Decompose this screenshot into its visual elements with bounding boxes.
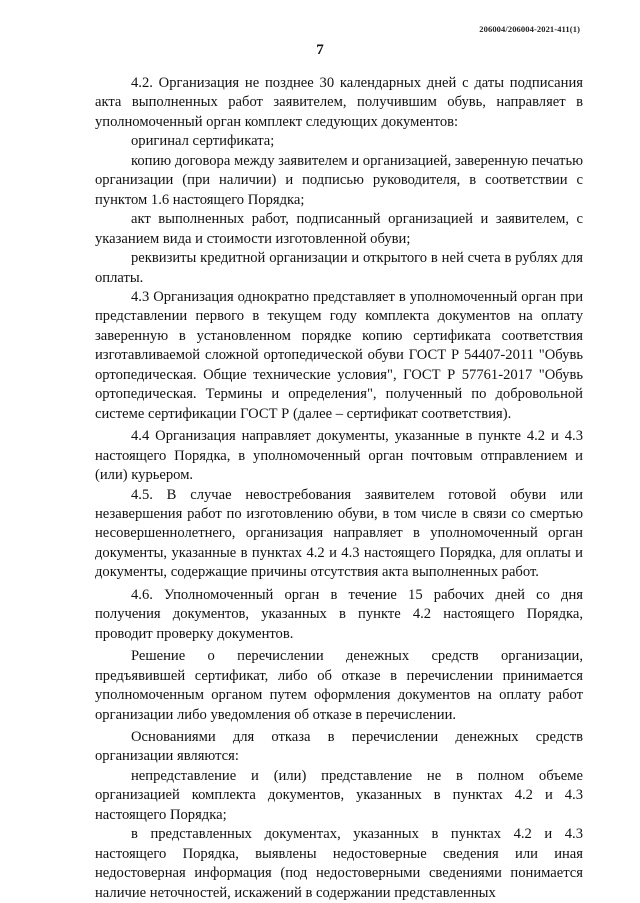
list-item-contract-copy: копию договора между заявителем и организацией, заверенную печатью организации (при наличии) и подписью руководителя, в соответствии с пунктом 1.6 настоящего Порядка; [95, 152, 583, 208]
document-id: 206004/206004-2021-411(1) [479, 24, 580, 34]
list-item-original-certificate: оригинал сертификата; [131, 133, 275, 150]
paragraph-payment-decision: Решение о перечислении денежных средств организации, предъявившей сертификат, либо об отказе в перечислении принимается уполномоченным органом путем оформления документов на оплату работ организации либо уведомления об отказе в перечислении. [95, 648, 583, 723]
document-body [95, 74, 583, 903]
paragraph-refusal-grounds: Основаниями для отказа в перечислении денежных средств организации являются: [95, 728, 583, 765]
page-number: 7 [316, 42, 324, 58]
list-item-incomplete-documents: непредставление и (или) представление не в полном объеме организацией комплекта документов, указанных в пунктах 4.2 и 4.3 настоящего Порядка; [95, 767, 583, 823]
list-item-bank-details: реквизиты кредитной организации и открытого в ней счета в рублях для оплаты. [95, 250, 583, 286]
paragraph-4-3: 4.3 Организация однократно представляет в уполномоченный орган при представлении первого в текущем году комплекта документов на оплату заверенную в установленном порядке копию сертификата соответствия изготавливаемой сложной ортопедической обуви ГОСТ Р 54407-2011 "Обувь ортопедическая. Общие технические условия", ГОСТ Р 57761-2017 "Обувь ортопедическая. Термины и определения", полученный по добровольной системе сертификации ГОСТ Р (далее – сертификат соответствия). [95, 288, 583, 422]
paragraph-4-6: 4.6. Уполномоченный орган в течение 15 рабочих дней со дня получения документов, указанных в пункте 4.2 настоящего Порядка, проводит проверку документов. [95, 586, 583, 642]
paragraph-4-5: 4.5. В случае невостребования заявителем готовой обуви или незавершения работ по изготовлению обуви, в том числе в связи со смертью несовершеннолетнего, организация направляет в уполномоченный орган документы, указанные в пунктах 4.2 и 4.3 настоящего Порядка, для оплаты и документы, содержащие причины отсутствия акта выполненных работ. [95, 486, 583, 581]
paragraph-4-2: 4.2. Организация не позднее 30 календарных дней с даты подписания акта выполненных работ заявителем, получившим обувь, направляет в уполномоченный орган комплект следующих документов: [95, 75, 583, 130]
list-item-unreliable-information: в представленных документах, указанных в пунктах 4.2 и 4.3 настоящего Порядка, выявлены недостоверные сведения или иная недостоверная информация (под недостоверными сведениями понимается наличие неточностей, искажений в содержании представленных [95, 826, 583, 901]
list-item-work-act: акт выполненных работ, подписанный организацией и заявителем, с указанием вида и стоимости изготовленной обуви; [95, 211, 583, 247]
paragraph-4-4: 4.4 Организация направляет документы, указанные в пункте 4.2 и 4.3 настоящего Порядка, в уполномоченный орган почтовым отправлением и (или) курьером. [95, 428, 583, 484]
